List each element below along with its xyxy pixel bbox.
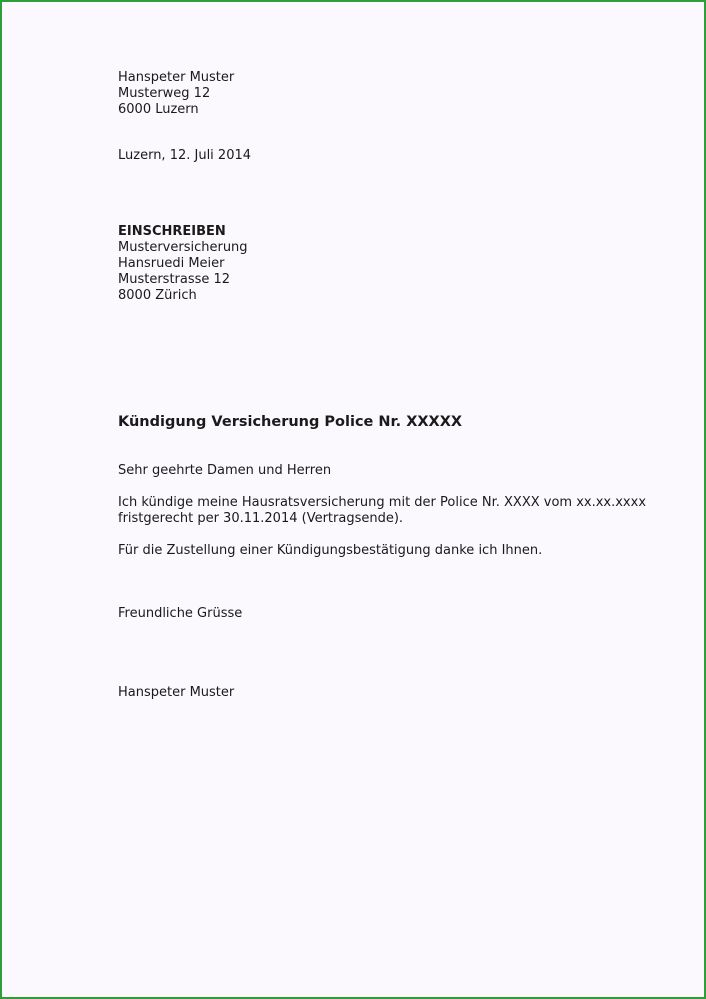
body-paragraph-1	[118, 495, 646, 527]
sender-address	[118, 70, 234, 118]
recipient-city: 8000 Zürich	[118, 288, 197, 303]
date-text: Luzern, 12. Juli 2014	[118, 148, 252, 163]
recipient-address	[118, 224, 248, 304]
date-line	[118, 148, 251, 164]
sender-city: 6000 Luzern	[118, 102, 199, 117]
paragraph-2-text: Für die Zustellung einer Kündigungsbestätigung danke ich Ihnen.	[118, 543, 543, 558]
recipient-company: Musterversicherung	[118, 240, 248, 255]
salutation-text: Sehr geehrte Damen und Herren	[118, 463, 332, 478]
letter-subject	[118, 414, 462, 430]
recipient-street: Musterstrasse 12	[118, 272, 231, 287]
paragraph-1-line-1: Ich kündige meine Hausratsversicherung mit der Police Nr. XXXX vom xx.xx.xxxx	[118, 495, 647, 510]
sender-name: Hanspeter Muster	[118, 70, 235, 85]
closing-text: Freundliche Grüsse	[118, 606, 243, 621]
closing	[118, 606, 242, 622]
signature	[118, 685, 234, 701]
salutation	[118, 463, 646, 479]
sender-street: Musterweg 12	[118, 86, 211, 101]
delivery-type: EINSCHREIBEN	[118, 224, 226, 239]
subject-text: Kündigung Versicherung Police Nr. XXXXX	[118, 414, 463, 430]
body-paragraph-2	[118, 543, 646, 559]
signature-name: Hanspeter Muster	[118, 685, 235, 700]
letter-body	[118, 463, 646, 575]
paragraph-1-line-2: fristgerecht per 30.11.2014 (Vertragsende).	[118, 511, 404, 526]
recipient-person: Hansruedi Meier	[118, 256, 225, 271]
